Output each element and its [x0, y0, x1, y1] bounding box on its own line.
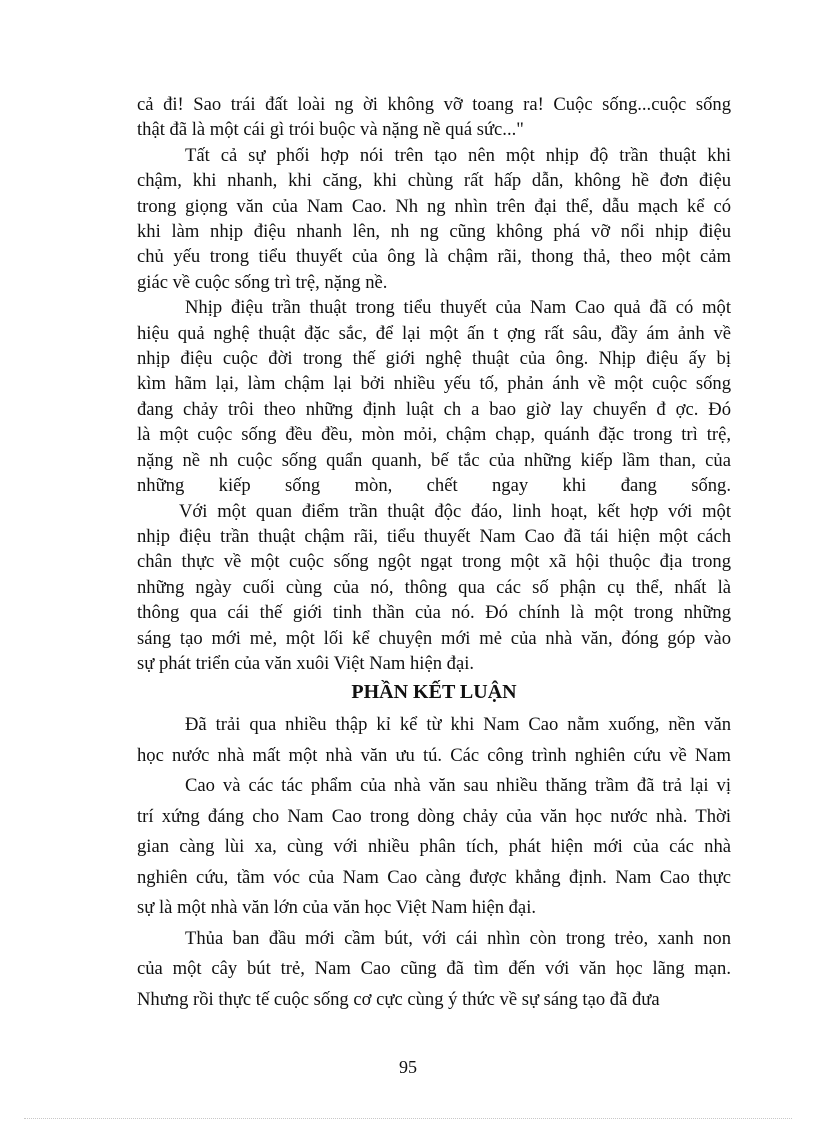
text-line: Với một quan điểm trần thuật độc đáo, linh hoạt, kết hợp với một	[179, 500, 731, 522]
text-line: Đã trải qua nhiều thập kỉ kể từ khi Nam Cao nằm xuống, nền văn	[185, 714, 731, 736]
document-page	[137, 92, 731, 1015]
paragraph-5	[137, 710, 731, 924]
paragraph-2	[137, 143, 731, 295]
text-line: chậm, khi nhanh, khi căng, khi chùng rất hấp dẫn, không hề đơn điệu	[137, 170, 731, 192]
text-line: những ngày cuối cùng của nó, thông qua các số phận cụ thể, nhất là	[137, 576, 731, 598]
text-line: gian càng lùi xa, cùng với nhiều phân tích, phát hiện mới của các nhà	[137, 836, 731, 858]
text-line: Tất cả sự phối hợp nói trên tạo nên một nhịp độ trần thuật khi	[185, 144, 731, 166]
text-line: đang chảy trôi theo những định luật ch a bao giờ lay chuyển đ ợc. Đó	[137, 398, 731, 420]
text-line: chân thực về một cuộc sống ngột ngạt trong một xã hội thuộc địa trong	[137, 551, 731, 573]
paragraph-4	[137, 499, 731, 677]
text-line: của một cây bút trẻ, Nam Cao cũng đã tìm đến với văn học lãng mạn.	[137, 958, 731, 980]
text-line: sự phát triển của văn xuôi Việt Nam hiện đại.	[137, 652, 475, 674]
paragraph-6	[137, 924, 731, 1016]
text-line: trí xứng đáng cho Nam Cao trong dòng chảy của văn học nước nhà. Thời	[137, 805, 731, 827]
text-line: nghiên cứu, tầm vóc của Nam Cao càng được khẳng định. Nam Cao thực	[137, 866, 731, 888]
text-line: kìm hãm lại, làm chậm lại bởi nhiều yếu tố, phản ánh về một cuộc sống	[137, 373, 731, 395]
paragraph-3	[137, 295, 731, 498]
footer-divider	[24, 1118, 792, 1119]
text-line: Thủa ban đầu mới cầm bút, với cái nhìn còn trong trẻo, xanh non	[185, 927, 731, 949]
text-line: trong giọng văn của Nam Cao. Nh ng nhìn trên đại thể, dẫu mạch kể có	[137, 195, 731, 217]
text-line: Cao và các tác phẩm của nhà văn sau nhiều thăng trầm đã trả lại vị	[185, 775, 731, 797]
section-heading: PHẦN KẾT LUẬN	[351, 681, 517, 704]
conclusion-section	[137, 710, 731, 1015]
text-line: chủ yếu trong tiểu thuyết của ông là chậm rãi, thong thả, theo một cảm	[137, 246, 731, 268]
text-line: cả đi! Sao trái đất loài ng ời không vỡ toang ra! Cuộc sống...cuộc sống	[137, 94, 731, 115]
text-line: Nhịp điệu trần thuật trong tiểu thuyết của Nam Cao quả đã có một	[185, 297, 731, 319]
text-line: là một cuộc sống đều đều, mòn mỏi, chậm chạp, quánh đặc trong trì trệ,	[137, 424, 731, 446]
text-line: sáng tạo mới mẻ, một lối kể chuyện mới mẻ của nhà văn, đóng góp vào	[137, 627, 731, 649]
text-line: giác về cuộc sống trì trệ, nặng nề.	[137, 271, 388, 293]
text-line: khi làm nhịp điệu nhanh lên, nh ng cũng không phá vỡ nổi nhịp điệu	[137, 221, 731, 243]
text-line: sự là một nhà văn lớn của văn học Việt Nam hiện đại.	[137, 897, 537, 919]
text-line: học nước nhà mất một nhà văn ưu tú. Các công trình nghiên cứu về Nam	[137, 744, 731, 766]
text-line: nặng nề nh cuộc sống quẩn quanh, bế tắc của những kiếp lầm than, của	[137, 449, 731, 471]
text-line: thông qua cái thế giới tinh thần của nó. Đó chính là một trong những	[137, 602, 731, 624]
page-number: 95	[399, 1057, 417, 1077]
text-line: Nhưng rồi thực tế cuộc sống cơ cực cùng ý thức về sự sáng tạo đã đưa	[137, 988, 660, 1010]
text-line: hiệu quả nghệ thuật đặc sắc, để lại một ấn t ợng rất sâu, đầy ám ảnh về	[137, 322, 731, 344]
paragraph-1	[137, 92, 731, 143]
text-line: nhịp điệu cuộc đời trong thế giới nghệ thuật của ông. Nhịp điệu ấy bị	[137, 348, 731, 370]
text-line: những kiếp sống mòn, chết ngay khi đang sống.	[137, 475, 731, 497]
text-line: thật đã là một cái gì trói buộc và nặng nề quá sức..."	[137, 119, 524, 141]
text-line: nhịp điệu trần thuật chậm rãi, tiểu thuyết Nam Cao đã tái hiện một cách	[137, 525, 731, 547]
